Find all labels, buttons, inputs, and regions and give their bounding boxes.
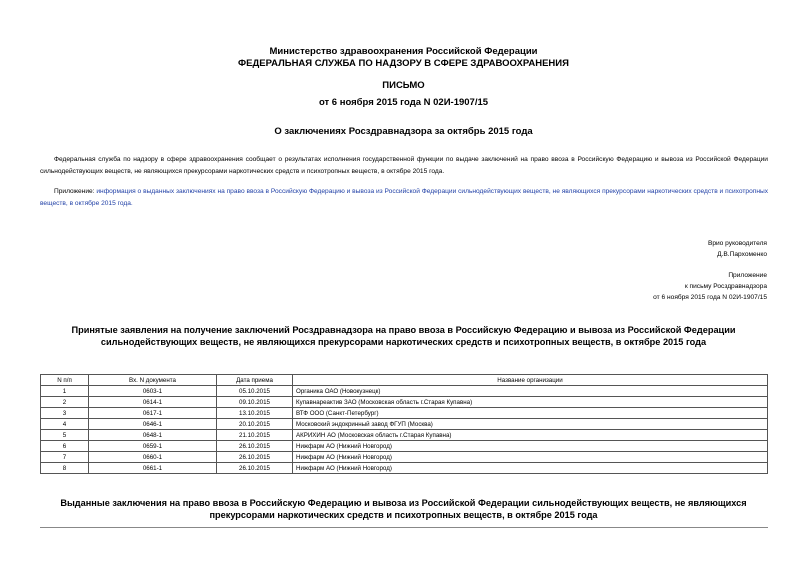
cell-number: 3 bbox=[41, 408, 89, 419]
cell-organization: Нижфарм АО (Нижний Новгород) bbox=[293, 463, 768, 474]
cell-organization: Органика ОАО (Новокузнецк) bbox=[293, 386, 768, 397]
section-title-issued: Выданные заключения на право ввоза в Российскую Федерацию и вывоза из Российской Федерации сильнодействующих веществ, не являющихся прекурсорами наркотических средств и психотропных веществ, в октябре 2015 года bbox=[60, 498, 747, 520]
attachment-label: Приложение: bbox=[54, 188, 97, 195]
body-paragraph-text: Федеральная служба по надзору в сфере здравоохранения сообщает о результатах исполнения государственной функции по выдаче заключений на право ввоза в Российскую Федерацию и вывоза из Российской Федерации сильнодействующих веществ, не являющихся прекурсорами наркотических средств и психотропных веществ, в октябре 2015 года. bbox=[40, 156, 768, 175]
document-reference: от 6 ноября 2015 года N 02И-1907/15 bbox=[318, 97, 489, 108]
column-header-number: N п/п bbox=[41, 375, 89, 386]
table-row bbox=[41, 441, 768, 452]
cell-date: 26.10.2015 bbox=[217, 463, 293, 474]
column-header-organization: Название организации bbox=[293, 375, 768, 386]
body-paragraph bbox=[40, 154, 768, 178]
cell-organization: ВТФ ООО (Санкт-Петербург) bbox=[293, 408, 768, 419]
section-divider bbox=[40, 527, 768, 528]
attachment-link[interactable]: информация о выданных заключениях на право ввоза в Российскую Федерацию и вывоза из Российской Федерации сильнодействующих веществ, не являющихся прекурсорами наркотических средств и психотропных веществ, в октябре 2015 года. bbox=[40, 188, 768, 207]
cell-doc-number: 0661-1 bbox=[89, 463, 217, 474]
appendix-label: Приложение bbox=[728, 272, 767, 279]
appendix-date-ref: от 6 ноября 2015 года N 02И-1907/15 bbox=[653, 294, 767, 301]
cell-organization: Купавнареактив ЗАО (Московская область г.Старая Купавна) bbox=[293, 397, 768, 408]
document-subject: О заключениях Росздравнадзора за октябрь 2015 года bbox=[274, 126, 533, 137]
table-row bbox=[41, 408, 768, 419]
cell-number: 7 bbox=[41, 452, 89, 463]
cell-doc-number: 0614-1 bbox=[89, 397, 217, 408]
table-row bbox=[41, 386, 768, 397]
table-row bbox=[41, 397, 768, 408]
cell-organization: АКРИХИН АО (Московская область г.Старая Купавна) bbox=[293, 430, 768, 441]
cell-number: 5 bbox=[41, 430, 89, 441]
cell-doc-number: 0660-1 bbox=[89, 452, 217, 463]
service-title: ФЕДЕРАЛЬНАЯ СЛУЖБА ПО НАДЗОРУ В СФЕРЕ ЗДРАВООХРАНЕНИЯ bbox=[238, 58, 569, 69]
cell-doc-number: 0659-1 bbox=[89, 441, 217, 452]
cell-doc-number: 0617-1 bbox=[89, 408, 217, 419]
signatory-name: Д.В.Пархоменко bbox=[717, 251, 767, 258]
cell-number: 2 bbox=[41, 397, 89, 408]
cell-organization: Нижфарм АО (Нижний Новгород) bbox=[293, 452, 768, 463]
cell-date: 26.10.2015 bbox=[217, 441, 293, 452]
table-row bbox=[41, 452, 768, 463]
column-header-date: Дата приема bbox=[217, 375, 293, 386]
table-row bbox=[41, 430, 768, 441]
cell-date: 20.10.2015 bbox=[217, 419, 293, 430]
applications-table bbox=[40, 374, 768, 474]
table-row bbox=[41, 419, 768, 430]
cell-doc-number: 0646-1 bbox=[89, 419, 217, 430]
cell-number: 1 bbox=[41, 386, 89, 397]
cell-organization: Нижфарм АО (Нижний Новгород) bbox=[293, 441, 768, 452]
appendix-letter-ref: к письму Росздравнадзора bbox=[684, 283, 767, 290]
ministry-title: Министерство здравоохранения Российской Федерации bbox=[269, 46, 538, 57]
column-header-doc-number: Вх. N документа bbox=[89, 375, 217, 386]
cell-date: 05.10.2015 bbox=[217, 386, 293, 397]
section-title-applications: Принятые заявления на получение заключений Росздравнадзора на право ввоза в Российскую Федерацию и вывоза из Российской Федерации сильнодействующих веществ, не являющихся прекурсорами наркотических средств и психотропных веществ, в октябре 2015 года bbox=[71, 325, 736, 347]
cell-doc-number: 0603-1 bbox=[89, 386, 217, 397]
signatory-title: Врио руководителя bbox=[707, 240, 767, 247]
cell-date: 09.10.2015 bbox=[217, 397, 293, 408]
cell-number: 4 bbox=[41, 419, 89, 430]
cell-date: 13.10.2015 bbox=[217, 408, 293, 419]
table-row bbox=[41, 463, 768, 474]
table-header-row bbox=[41, 375, 768, 386]
cell-date: 26.10.2015 bbox=[217, 452, 293, 463]
attachment-paragraph bbox=[40, 186, 768, 210]
cell-doc-number: 0648-1 bbox=[89, 430, 217, 441]
cell-organization: Московский эндокринный завод ФГУП (Москва) bbox=[293, 419, 768, 430]
document-type: ПИСЬМО bbox=[382, 80, 425, 91]
cell-number: 8 bbox=[41, 463, 89, 474]
cell-date: 21.10.2015 bbox=[217, 430, 293, 441]
cell-number: 6 bbox=[41, 441, 89, 452]
